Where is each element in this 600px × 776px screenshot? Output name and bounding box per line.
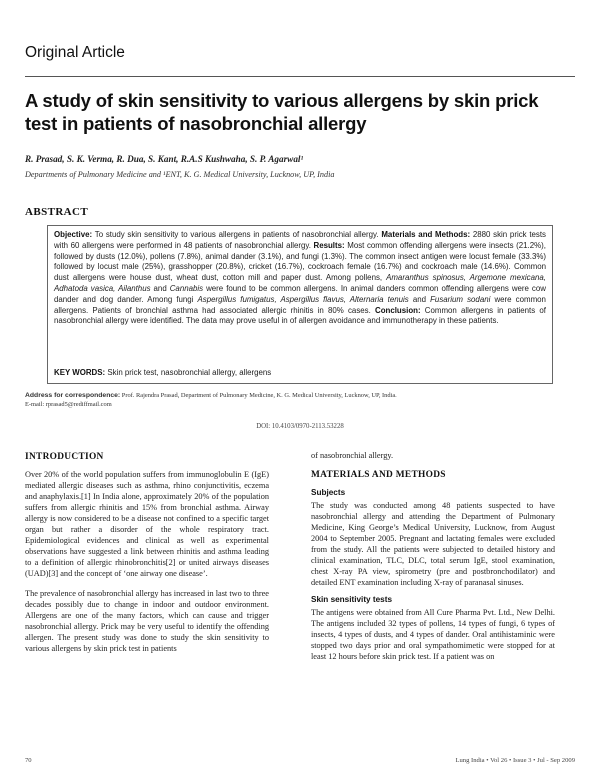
results-text: Most common offending allergens were insects (21.2%), followed by dusts (12.0%), pollens (7.8%), animal dander (3.1%), and fungi (1.3%). The common insect antigen were locust female (33.3%) followed by locust male (25%), grasshopper (20.8%), cricket (16.7%), cockroach female (16.7%) and cockroach male (14.6%). Common dust allergens were house dust, wheat dust, cotton mill and paper dust. Among pollens, [54, 240, 546, 283]
conclusion-label: Conclusion: [375, 305, 421, 315]
keywords-text: Skin prick test, nasobronchial allergy, allergens [107, 368, 272, 377]
affiliation: Departments of Pulmonary Medicine and ¹ENT, K. G. Medical University, Lucknow, UP, India [25, 170, 335, 179]
objective-label: Objective: [54, 230, 93, 239]
fungi-species: Fusarium sodani [430, 294, 491, 304]
body-paragraph: The prevalence of nasobronchial allergy has increased in last two to three decades possibly due to change in indoor and outdoor environment. Allergens are one of the many factors, which can cause and trigger nasobronchial allergy. Prick may be very useful to identify the offending allergen. The present study was done to study the skin sensitivity to various allergens by skin prick test in patients [25, 589, 269, 653]
section-label: Original Article [25, 44, 125, 61]
introduction-heading: INTRODUCTION [25, 452, 104, 462]
conclusion-text: Common allergens in patients of nasobronchial allergy were identified. The data may prove useful in of allergen avoidance and immunotherapy in these patients. [54, 305, 546, 326]
methods-label: Materials and Methods: [381, 230, 471, 239]
results-text: were common allergens. Patients of bronchial asthma had associated allergic rhinitis in 80% cases. [54, 294, 546, 315]
subheading: Subjects [311, 488, 346, 497]
body-paragraph: The study was conducted among 48 patients suspected to have nasobronchial allergy and attending the Department of Pulmonary Medicine, King George’s Medical University, Lucknow, from August 2004 to September 2005. Pregnant and lactating females were excluded from the study. All the patients were subjected to detailed history and clinical examination, TLC, DLC, total serum IgE, stool examination, chest X-ray PA view, spirometry (pre and postbronchodilator) and detailed ENT examination including X-ray of paranasal sinuses. [311, 501, 555, 587]
author-list: R. Prasad, S. K. Verma, R. Dua, S. Kant, R.A.S Kushwaha, S. P. Agarwal¹ [25, 154, 304, 164]
keywords-label: KEY WORDS: [54, 368, 106, 377]
abstract-box [47, 225, 553, 384]
doi: DOI: 10.4103/0970-2113.53228 [256, 423, 344, 430]
conjunction: and [153, 283, 167, 293]
right-column [311, 450, 555, 662]
body-paragraph: of nasobronchial allergy. [311, 451, 394, 460]
pollen-species: Amaranthus spinosus, Argemone mexicana, Adhatoda vasica, Ailanthus [54, 273, 546, 293]
results-text: were found to be common allergens. In animal danders common offending allergens were cow dander and dog dander. Among fungi [54, 283, 546, 304]
fungi-species: Aspergillus fumigatus, Aspergillus flavus, Alternaria tenuis [197, 294, 409, 304]
page-number: 70 [25, 757, 32, 764]
left-column [25, 452, 269, 654]
methods-text: 2880 skin prick tests with 60 allergens were performed in 48 patients of nasobronchial allergy. [54, 230, 546, 250]
results-label: Results: [313, 240, 345, 250]
keywords [54, 368, 271, 379]
objective-text: To study skin sensitivity to various allergens in patients of nasobronchial allergy. [94, 230, 379, 239]
methods-heading: MATERIALS AND METHODS [311, 470, 446, 480]
correspondence [25, 391, 397, 409]
journal-citation: Lung India • Vol 26 • Issue 3 • Jul - Sep 2009 [455, 757, 575, 764]
subheading: Skin sensitivity tests [311, 595, 392, 604]
correspondence-text: Prof. Rajendra Prasad, Department of Pulmonary Medicine, K. G. Medical University, Lucknow, UP, India. [121, 392, 397, 399]
article-title: A study of skin sensitivity to various allergens by skin prick test in patients of nasobronchial allergy [25, 90, 539, 134]
correspondence-label: Address for correspondence: [25, 392, 121, 399]
body-paragraph: The antigens were obtained from All Cure Pharma Pvt. Ltd., New Delhi. The antigens included 32 types of pollens, 14 types of fungi, 6 types of insects, 4 types of dusts, and 4 types of dander. Oral antihistaminic were stopped two days prior and oral sympathomimetic were stopped for at least 12 hours before skin prick test. If a patient was on [311, 608, 555, 661]
body-paragraph: Over 20% of the world population suffers from immunoglobulin E (IgE) mediated allergic diseases such as asthma, rhino conjunctivitis, eczema and anaphylaxis.[1] In India alone, approximately 20% of the population suffers from allergic rhinitis and 15% from bronchial asthma. Airway allergy is now considered to be a disease not confined to a specific target organ but rather a disorder of the whole respiratory tract. Epidemiological evidences and clinical as well as experimental observations have suggested a link between rhinitis and asthma leading to a definition of allergic rhinobronchitis[2] or united airways diseases (UAD)[3] and the concept of ‘one airway one disease’. [25, 470, 269, 578]
abstract-heading: ABSTRACT [25, 206, 89, 218]
top-rule [25, 76, 575, 77]
correspondence-email[interactable]: E-mail: rprasad5@rediffmail.com [25, 401, 112, 408]
conjunction: and [412, 294, 426, 304]
pollen-species: Cannabis [169, 283, 204, 293]
